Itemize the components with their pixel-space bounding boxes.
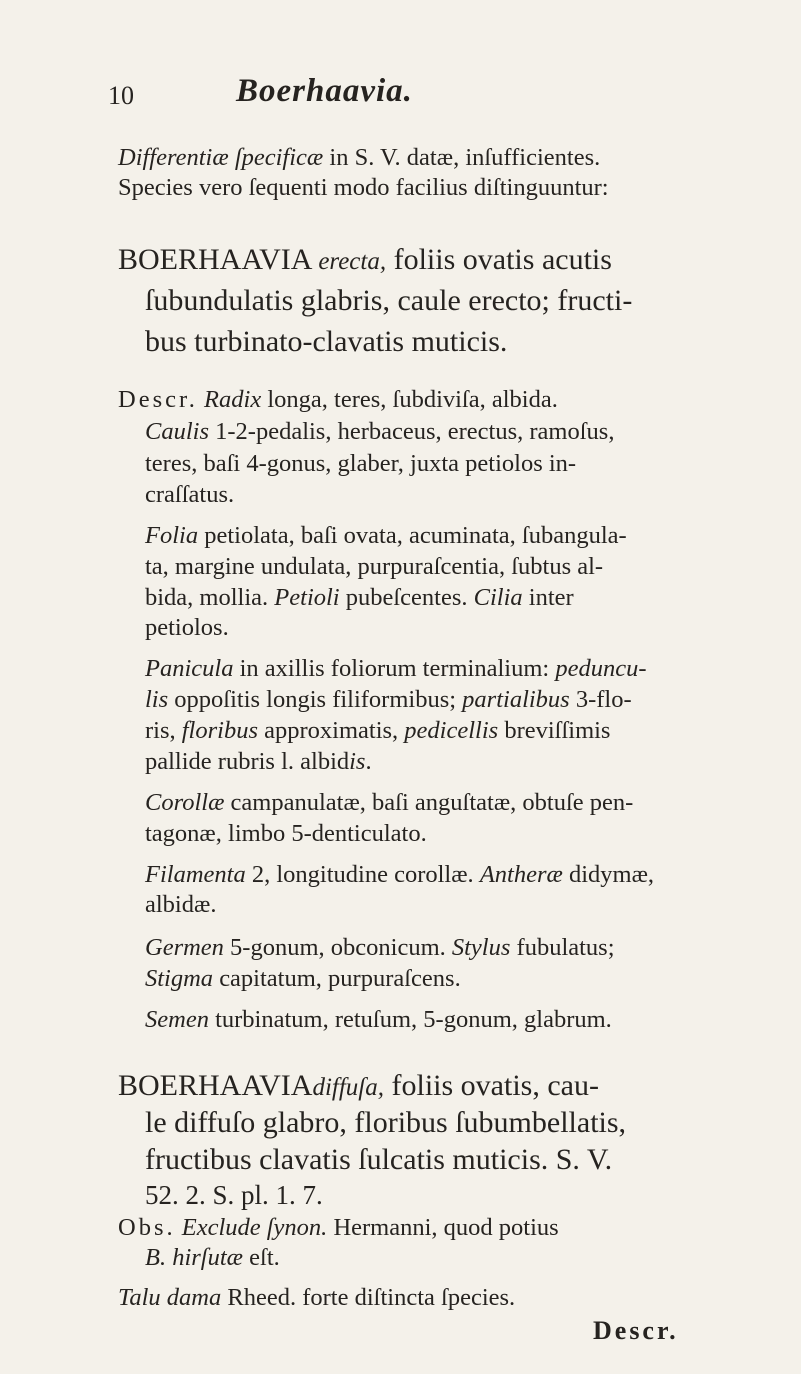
obs-line-2: B. hirſutæ eſt. bbox=[145, 1244, 280, 1271]
intro-line-2: Species vero ſequenti modo facilius diſtinguuntur: bbox=[118, 174, 609, 201]
genus-name: BOERHAAVIA bbox=[118, 1069, 313, 1102]
corollae-line-2: tagonæ, limbo 5-denticulato. bbox=[145, 820, 427, 847]
radix-line: Descr. Radix longa, teres, ſubdiviſa, albida. bbox=[118, 386, 558, 413]
obs-line-1: Obs. Exclude ſynon. Hermanni, quod potius bbox=[118, 1214, 559, 1241]
caulis-line-1: Caulis 1-2-pedalis, herbaceus, erectus, ramoſus, bbox=[145, 418, 615, 445]
caulis-line-2: teres, baſi 4-gonus, glaber, juxta petiolos in- bbox=[145, 450, 577, 477]
panicula-line-3: ris, floribus approximatis, pedicellis breviſſimis bbox=[145, 717, 611, 744]
semen-line: Semen turbinatum, retuſum, 5-gonum, glabrum. bbox=[145, 1006, 612, 1033]
panicula-line-4: pallide rubris l. albidis. bbox=[145, 748, 372, 775]
species2-diagnosis-line-2: le diffuſo glabro, floribus ſubumbellatis, bbox=[145, 1106, 627, 1139]
species2-diagnosis-line-1: BOERHAAVIAdiffuſa, foliis ovatis, cau- bbox=[118, 1069, 599, 1102]
folia-line-3: bida, mollia. Petioli pubeſcentes. Cilia inter bbox=[145, 584, 574, 611]
folia-line-4: petiolos. bbox=[145, 614, 229, 641]
germen-line: Germen 5-gonum, obconicum. Stylus fubulatus; bbox=[145, 934, 615, 961]
filamenta-line-1: Filamenta 2, longitudine corollæ. Antheræ didymæ, bbox=[145, 861, 655, 888]
obs-label: Obs. bbox=[118, 1214, 176, 1241]
species-epithet: erecta, bbox=[318, 248, 387, 275]
species1-diagnosis-line-2: ſubundulatis glabris, caule erecto; fructi- bbox=[145, 284, 633, 317]
corollae-line-1: Corollæ campanulatæ, baſi anguſtatæ, obtuſe pen- bbox=[145, 789, 634, 816]
panicula-line-1: Panicula in axillis foliorum terminalium: peduncu- bbox=[145, 655, 647, 682]
talu-line: Talu dama Rheed. forte diſtincta ſpecies. bbox=[118, 1284, 516, 1311]
folia-line-2: ta, margine undulata, purpuraſcentia, ſubtus al- bbox=[145, 553, 604, 580]
page-number: 10 bbox=[108, 81, 134, 110]
caulis-line-3: craſſatus. bbox=[145, 481, 235, 508]
page-header bbox=[0, 73, 801, 113]
species1-diagnosis-line-1: BOERHAAVIA erecta, foliis ovatis acutis bbox=[118, 243, 612, 276]
species2-diagnosis-line-3: fructibus clavatis ſulcatis muticis. S. V. bbox=[145, 1143, 613, 1176]
descr-label: Descr. bbox=[118, 386, 198, 413]
folia-line-1: Folia petiolata, baſi ovata, acuminata, ſubangula- bbox=[145, 522, 627, 549]
running-head: Boerhaavia. bbox=[236, 73, 413, 109]
filamenta-line-2: albidæ. bbox=[145, 891, 217, 918]
genus-name: BOERHAAVIA bbox=[118, 243, 311, 276]
stigma-line: Stigma capitatum, purpuraſcens. bbox=[145, 965, 461, 992]
panicula-line-2: lis oppoſitis longis filiformibus; partialibus 3-flo- bbox=[145, 686, 632, 713]
species1-diagnosis-line-3: bus turbinato-clavatis muticis. bbox=[145, 325, 508, 358]
catchword: Descr. bbox=[593, 1316, 679, 1345]
intro-line-1: Differentiæ ſpecificæ in S. V. datæ, inſufficientes. bbox=[118, 144, 601, 171]
species2-diagnosis-line-4: 52. 2. S. pl. 1. 7. bbox=[145, 1180, 323, 1210]
species-epithet: diffuſa, bbox=[312, 1074, 385, 1101]
